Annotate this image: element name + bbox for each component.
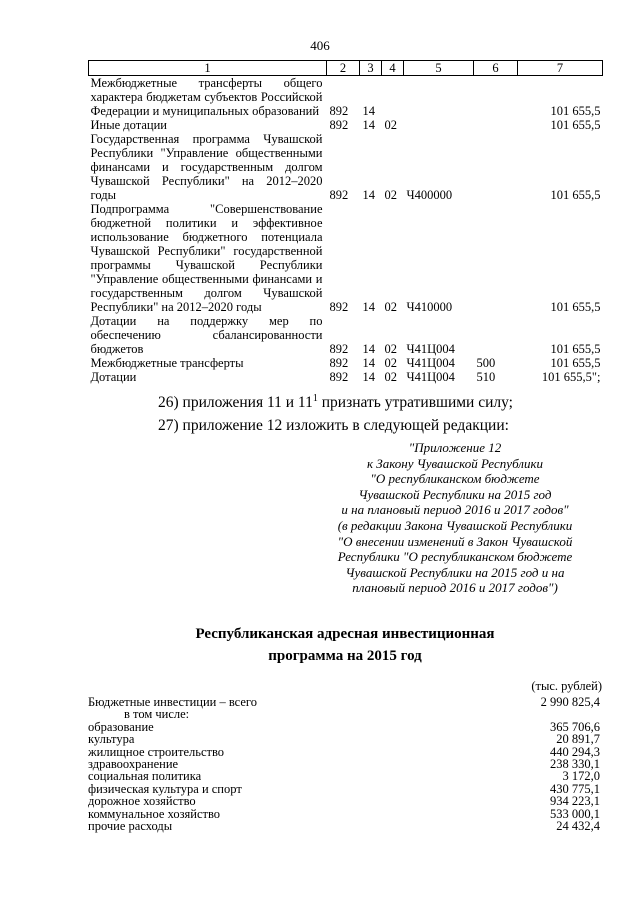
table-row xyxy=(89,118,603,132)
cell-vr: 510 xyxy=(476,370,496,384)
cell-name: Дотации xyxy=(90,370,137,384)
investment-label: физическая культура и спорт xyxy=(88,781,242,796)
cell-vr: 500 xyxy=(476,356,496,370)
investment-value: 533 000,1 xyxy=(550,806,600,821)
cell-rz: 14 xyxy=(362,356,375,370)
table-row xyxy=(89,356,603,370)
cell-sum: 101 655,5 xyxy=(550,300,601,314)
cell-vr xyxy=(474,202,518,314)
investment-value: 440 294,3 xyxy=(550,744,600,759)
cell-pr xyxy=(382,76,404,119)
column-header: 3 xyxy=(360,61,382,76)
cell-sum: 101 655,5 xyxy=(550,118,601,132)
cell-grbs: 892 xyxy=(329,188,349,202)
cell-sum: 101 655,5 xyxy=(550,342,601,356)
investment-label: здравоохранение xyxy=(88,757,179,772)
cell-grbs: 892 xyxy=(329,104,349,118)
cell-name: Иные дотации xyxy=(90,118,167,132)
cell-grbs: 892 xyxy=(329,118,349,132)
table-row xyxy=(89,202,603,314)
investment-value: 934 223,1 xyxy=(550,794,600,809)
cell-csr: Ч41Ц004 xyxy=(406,370,455,384)
cell-rz: 14 xyxy=(362,104,375,118)
budget-table xyxy=(88,60,603,384)
investment-label: дорожное хозяйство xyxy=(88,794,196,809)
cell-grbs: 892 xyxy=(329,300,349,314)
investment-label: в том числе: xyxy=(124,707,190,722)
investment-label: прочие расходы xyxy=(88,819,173,834)
paragraph-26: 26) приложения 11 и $11^1$ признать утратившими силу; xyxy=(158,393,513,412)
cell-sum: 101 655,5"; xyxy=(541,370,601,384)
cell-sum: 101 655,5 xyxy=(550,356,601,370)
cell-pr: 02 xyxy=(384,356,397,370)
investment-label: образование xyxy=(88,719,154,734)
paragraph-27: 27) приложение 12 изложить в следующей редакции: xyxy=(158,417,509,434)
table-header-row xyxy=(89,61,603,76)
cell-vr xyxy=(474,118,518,132)
table-row xyxy=(89,76,603,119)
list-item xyxy=(88,795,602,807)
cell-csr xyxy=(404,118,474,132)
investment-label: культура xyxy=(88,732,135,747)
cell-grbs: 892 xyxy=(329,356,349,370)
column-header: 1 xyxy=(89,61,327,76)
cell-vr xyxy=(474,132,518,202)
table-row xyxy=(89,132,603,202)
list-item xyxy=(88,820,602,832)
cell-rz: 14 xyxy=(362,118,375,132)
list-item xyxy=(88,708,602,720)
cell-grbs: 892 xyxy=(329,342,349,356)
cell-csr: Ч41Ц004 xyxy=(406,342,455,356)
investment-value: 238 330,1 xyxy=(550,757,600,772)
investment-label: коммунальное хозяйство xyxy=(88,806,221,821)
cell-pr: 02 xyxy=(384,300,397,314)
table-row xyxy=(89,314,603,356)
cell-pr: 02 xyxy=(384,188,397,202)
investment-label: социальная политика xyxy=(88,769,202,784)
investment-label: Бюджетные инвестиции – всего xyxy=(88,695,257,709)
column-header: 4 xyxy=(382,61,404,76)
cell-sum: 101 655,5 xyxy=(550,188,601,202)
investment-value: 24 432,4 xyxy=(556,819,600,834)
list-item xyxy=(88,770,602,782)
cell-vr xyxy=(474,76,518,119)
investment-value: 365 706,6 xyxy=(550,719,600,734)
column-header: 7 xyxy=(518,61,603,76)
column-header: 6 xyxy=(474,61,518,76)
investment-value: 3 172,0 xyxy=(562,769,600,784)
table-row xyxy=(89,370,603,384)
section-title: Республиканская адресная инвестиционная программа на 2015 год xyxy=(195,626,495,664)
investment-table xyxy=(88,696,602,832)
cell-rz: 14 xyxy=(362,342,375,356)
cell-rz: 14 xyxy=(362,370,375,384)
investment-value xyxy=(465,708,602,720)
cell-grbs: 892 xyxy=(329,370,349,384)
investment-label: жилищное строительство xyxy=(88,744,225,759)
page-number: 406 xyxy=(310,38,330,53)
cell-csr: Ч41Ц004 xyxy=(406,356,455,370)
cell-name: Государственная программа Чувашской Республики "Управление общественными финансами и государственным долгом Чувашской Республики" на 2012–2020 годы xyxy=(90,132,323,202)
cell-pr: 02 xyxy=(384,118,397,132)
column-header: 2 xyxy=(327,61,360,76)
cell-pr: 02 xyxy=(384,370,397,384)
list-item xyxy=(88,733,602,745)
units-label: (тыс. рублей) xyxy=(531,679,602,693)
investment-value: 2 990 825,4 xyxy=(540,695,600,709)
cell-name: Межбюджетные трансферты xyxy=(90,356,244,370)
cell-csr xyxy=(404,76,474,119)
cell-vr xyxy=(474,314,518,356)
column-header: 5 xyxy=(404,61,474,76)
cell-name: Межбюджетные трансферты общего характера бюджетам субъектов Российской Федерации и муниципальных образований xyxy=(90,76,323,118)
list-item xyxy=(88,721,602,733)
cell-csr: Ч400000 xyxy=(406,188,453,202)
cell-rz: 14 xyxy=(362,188,375,202)
cell-sum: 101 655,5 xyxy=(550,104,601,118)
cell-name: Подпрограмма "Совершенствование бюджетной политики и эффективное использование бюджетного потенциала Чувашской Республики" государственной программы Чувашской Республики "Управление общественными финансами и государственным долгом Чувашской Республики" на 2012–2020 годы xyxy=(90,202,323,314)
cell-pr: 02 xyxy=(384,342,397,356)
investment-value: 20 891,7 xyxy=(556,732,600,747)
investment-value: 430 775,1 xyxy=(550,781,600,796)
cell-rz: 14 xyxy=(362,300,375,314)
cell-name: Дотации на поддержку мер по обеспечению сбалансированности бюджетов xyxy=(90,314,323,356)
appendix-note: "Приложение 12 к Закону Чувашской Республики "О республиканском бюджете Чувашской Республики на 2015 год и на плановый период 2016 и 2017 годов" (в редакции Закона Чувашской Республики "О внесении изменений в Закон Чувашской Республики "О республиканском бюджете Чувашской Республики на 2015 год и на плановый период 2016 и 2017 годов") xyxy=(337,440,573,596)
cell-csr: Ч410000 xyxy=(406,300,453,314)
